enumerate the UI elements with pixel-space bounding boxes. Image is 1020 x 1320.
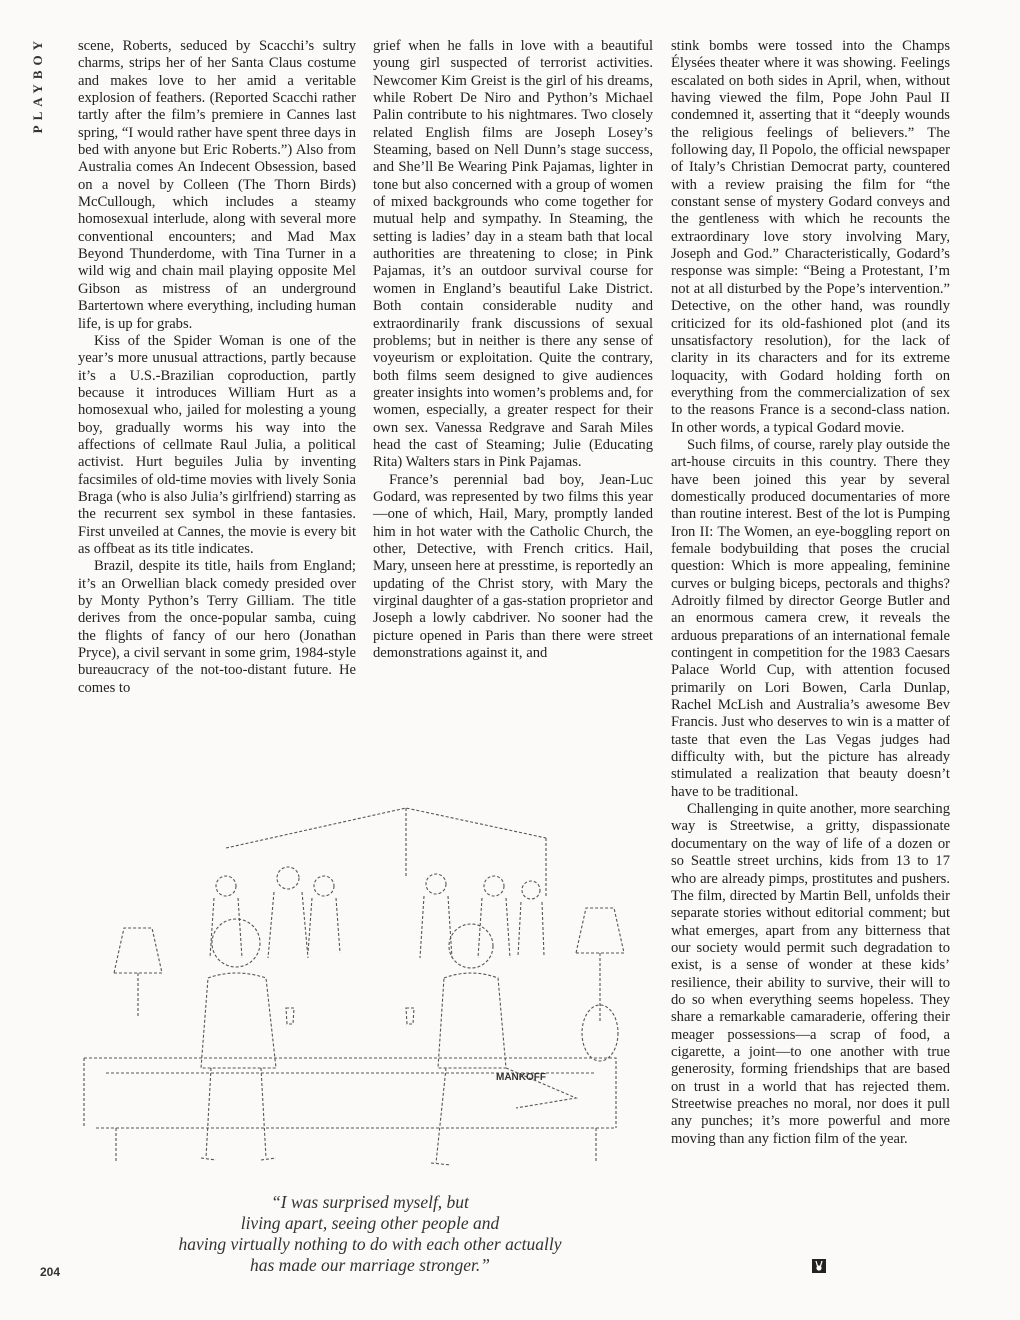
article-column-2 — [373, 38, 653, 662]
caption-line: living apart, seeing other people and — [240, 1213, 500, 1233]
rabbit-head-logo-icon — [812, 1259, 826, 1273]
paragraph: Challenging in quite another, more searching way is Streetwise, a gritty, dispassionate documentary on the way of life of a dozen or so Seattle street urchins, kids from 13 to 17 who are already pimps, prostitutes and pushers. The film, directed by Martin Bell, unfolds their separate stories without editorial comment; but what emerges, apart from any bitterness that our society would permit such degradation to exist, is a sense of wonder at these kids’ resilience, their ability to survive, their will to do so when everything seems hopeless. They share a remarkable camaraderie, offering their meager possessions—a scrap of food, a cigarette, a joint—to one another with true generosity, forming friendships that are based on trust in a world that has rejected them. Streetwise preaches no moral, nor does it pull any punches; it’s more powerful and more moving than any fiction film of the year. — [671, 801, 950, 1147]
magazine-running-head: PLAYBOY — [30, 36, 45, 134]
caption-line: having virtually nothing to do with each other actually — [178, 1234, 562, 1254]
caption-line: “I was surprised myself, but — [271, 1192, 469, 1212]
paragraph: Brazil, despite its title, hails from England; it’s an Orwellian black comedy presided over by Monty Python’s Terry Gilliam. The title derives from the once-popular samba, cuing the flights of fancy of our hero (Jonathan Pryce), a civil servant in some grim, 1984-style bureaucracy of the not-too-distant future. He comes to — [78, 558, 356, 696]
paragraph: stink bombs were tossed into the Champs Élysées theater where it was showing. Feelings escalated on both sides in April, when, without having viewed the film, Pope John Paul II condemned it, asserting that it “deeply wounds the religious feelings of believers.” The following day, Il Popolo, the official newspaper of Italy’s Christian Democrat party, countered with a review praising the film for “the constant sense of mystery Godard conveys and the gentleness with which he recounts the extraordinary love story involving Mary, Joseph and God.” Characteristically, Godard’s response was simple: “Being a Protestant, I’m not at all disturbed by the Pope’s intervention.” Detective, on the other hand, was roundly criticized for its old-fashioned plot (and its unsatisfactory resolution), for the lack of clarity in its characters and for its extreme loquacity, with Godard holding forth on everything from the commercialization of sex to the reasons France is a second-class nation. In other words, a typical Godard movie. — [671, 38, 950, 436]
article-column-3 — [671, 38, 950, 1148]
paragraph: Kiss of the Spider Woman is one of the year’s more unusual attractions, partly because it’s a U.S.-Brazilian coproduction, partly because it introduces William Hurt as a homosexual who, jailed for molesting a young boy, gradually worms his way into the affections of cellmate Raul Julia, a political activist. Hurt beguiles Julia by inventing facsimiles of old-time movies with lively Sonia Braga (who is also Julia’s girlfriend) starring as the recurrent sex symbol in these fantasies. First unveiled at Cannes, the movie is every bit as offbeat as its title indicates. — [78, 332, 356, 557]
cartoonist-signature: MANKOFF — [496, 1072, 546, 1083]
paragraph: scene, Roberts, seduced by Scacchi’s sultry charms, strips her of her Santa Claus costume and makes love to her amid a veritable explosion of feathers. (Reported Scacchi rather tartly after the film’s premiere in Cannes last spring, “I would rather have spent three days in bed with anyone but Eric Roberts.”) Also from Australia comes An Indecent Obsession, based on a novel by Colleen (The Thorn Birds) McCullough, which includes a steamy homosexual interlude, along with several more conventional encounters; and Mad Max Beyond Thunderdome, with Tina Turner in a wild wig and chain mail playing opposite Mel Gibson as mistress of an underground Bartertown where everything, including human life, is up for grabs. — [78, 38, 356, 332]
cartoon-caption — [60, 1192, 680, 1276]
paragraph: France’s perennial bad boy, Jean-Luc Godard, was represented by two films this year—one of which, Hail, Mary, promptly landed him in hot water with the Catholic Church, the other, Detective, with French critics. Hail, Mary, unseen here at presstime, is reportedly an updating of the Christ story, with Mary the virginal daughter of a gas-station proprietor and Joseph a lowly cabdriver. No sooner had the picture opened in Paris than there were street demonstrations against it, and — [373, 471, 653, 662]
page-number: 204 — [40, 1265, 61, 1279]
caption-line: has made our marriage stronger.” — [250, 1255, 490, 1275]
paragraph: Such films, of course, rarely play outside the art-house circuits in this country. There they have been joined this year by several domestically produced documentaries of more than routine interest. Best of the lot is Pumping Iron II: The Women, an eye-boggling report on female bodybuilding that poses the crucial question: Which is more appealing, feminine curves or bulging biceps, pectorals and thighs? Adroitly filmed by director George Butler and an enormous camera crew, it reveals the arduous preparations of an international female contingent in competition for the 1983 Caesars Palace World Cup, with attention focused primarily on Lori Bowen, Carla Dunlap, Rachel McLish and Australia’s awesome Bev Francis. Just who deserves to win is a matter of taste that even the Las Vegas judges had difficulty with, but the picture has already stimulated a realization that beauty doesn’t have to be traditional. — [671, 436, 950, 800]
article-column-1 — [78, 38, 356, 697]
cartoon-illustration — [76, 768, 636, 1188]
paragraph: grief when he falls in love with a beautiful young girl suspected of terrorist activities. Newcomer Kim Greist is the girl of his dreams, while Robert De Niro and Python’s Michael Palin contribute to his nightmares. Two closely related English films are Joseph Losey’s Steaming, based on Nell Dunn’s stage success, and She’ll Be Wearing Pink Pajamas, lighter in tone but also concerned with a group of women of mixed backgrounds who come together for mutual help and sympathy. In Steaming, the setting is ladies’ day in a steam bath that local authorities are threatening to close; in Pink Pajamas, it’s an outdoor survival course for women in England’s beautiful Lake District. Both contain considerable nudity and extraordinarily frank discussions of sexual problems; but in neither is there any sense of voyeurism or exploitation. Quite the contrary, both films seem designed to give audiences greater insights into women’s problems and, for women, especially, a greater respect for their own sex. Vanessa Redgrave and Sarah Miles head the cast of Steaming; Julie (Educating Rita) Walters stars in Pink Pajamas. — [373, 38, 653, 471]
